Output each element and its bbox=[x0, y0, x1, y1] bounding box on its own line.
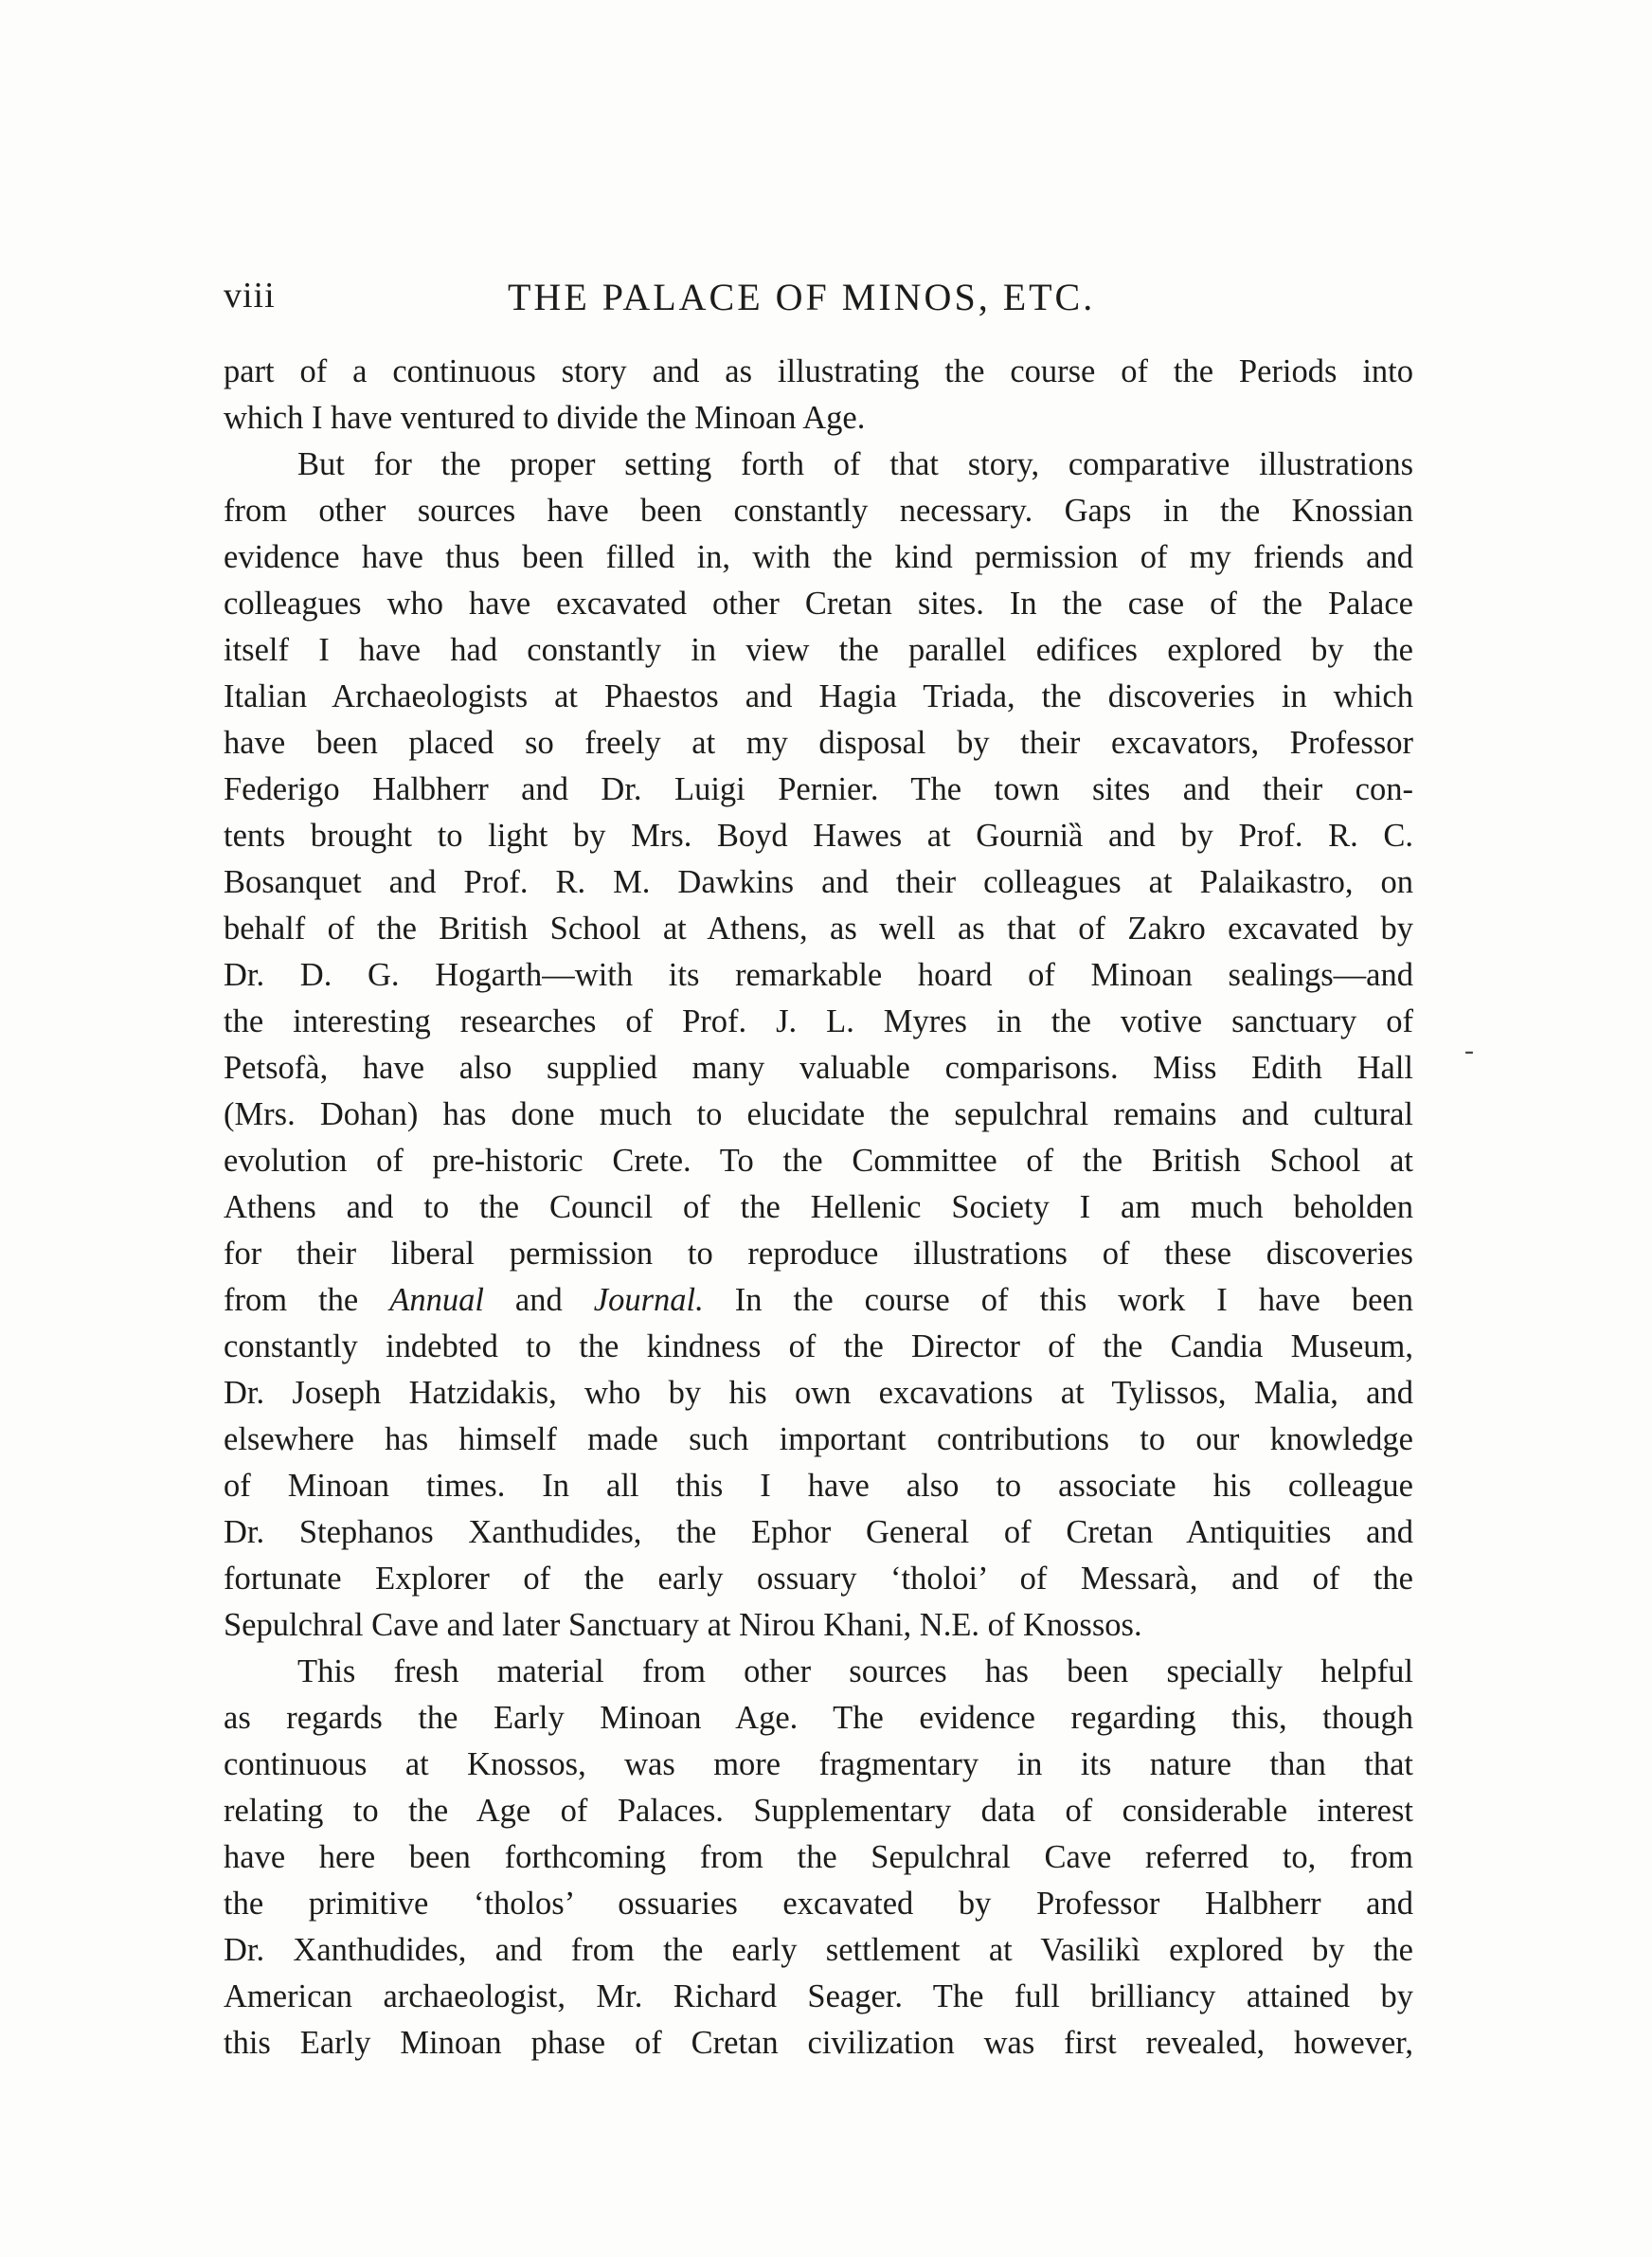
paragraph-1 bbox=[224, 349, 1413, 442]
text-line: Federigo Halbherr and Dr. Luigi Pernier. The town sites and their con- bbox=[224, 771, 1413, 807]
italic-title-journal: Journal. bbox=[593, 1282, 704, 1318]
paragraph-3 bbox=[224, 1649, 1413, 2067]
text-line: fortunate Explorer of the early ossuary ‘tholoi’ of Messarà, and of the bbox=[224, 1561, 1413, 1597]
text-span: from the bbox=[224, 1282, 390, 1318]
text-line: Dr. D. G. Hogarth—with its remarkable hoard of Minoan sealings—and bbox=[224, 957, 1413, 993]
text-line: from other sources have been constantly necessary. Gaps in the Knossian bbox=[224, 493, 1413, 529]
text-line: (Mrs. Dohan) has done much to elucidate the sepulchral remains and cultural bbox=[224, 1096, 1413, 1132]
text-line: have here been forthcoming from the Sepulchral Cave referred to, from bbox=[224, 1839, 1413, 1875]
italic-title-annual: Annual bbox=[389, 1282, 484, 1318]
text-line: colleagues who have excavated other Cretan sites. In the case of the Palace bbox=[224, 586, 1413, 622]
text-line: have been placed so freely at my disposal by their excavators, Professor bbox=[224, 725, 1413, 761]
text-line: Dr. Joseph Hatzidakis, who by his own excavations at Tylissos, Malia, and bbox=[224, 1375, 1413, 1411]
text-line: continuous at Knossos, was more fragmentary in its nature than that bbox=[224, 1746, 1413, 1782]
text-line: Athens and to the Council of the Hellenic Society I am much beholden bbox=[224, 1189, 1413, 1225]
text-span: and bbox=[483, 1282, 594, 1318]
text-line-with-italics bbox=[224, 1277, 1413, 1324]
text-line: Sepulchral Cave and later Sanctuary at Nirou Khani, N.E. of Knossos. bbox=[224, 1607, 1142, 1643]
text-line: as regards the Early Minoan Age. The evidence regarding this, though bbox=[224, 1700, 1413, 1736]
text-line: Dr. Xanthudides, and from the early settlement at Vasilikì explored by the bbox=[224, 1932, 1413, 1968]
text-line: which I have ventured to divide the Minoan Age. bbox=[224, 400, 866, 436]
text-line: constantly indebted to the kindness of the Director of the Candia Museum, bbox=[224, 1328, 1413, 1364]
text-line: this Early Minoan phase of Cretan civilization was first revealed, however, bbox=[224, 2025, 1413, 2061]
text-line: of Minoan times. In all this I have also to associate his colleague bbox=[224, 1468, 1413, 1504]
text-line: the primitive ‘tholos’ ossuaries excavated by Professor Halbherr and bbox=[224, 1886, 1413, 1922]
text-line: elsewhere has himself made such important contributions to our knowledge bbox=[224, 1421, 1413, 1457]
body-text bbox=[224, 349, 1413, 2067]
text-line: Bosanquet and Prof. R. M. Dawkins and their colleagues at Palaikastro, on bbox=[224, 864, 1413, 900]
text-line: But for the proper setting forth of that story, comparative illustrations bbox=[297, 446, 1413, 482]
page-number: viii bbox=[224, 276, 276, 316]
text-span: In the course of this work I have been bbox=[703, 1282, 1413, 1318]
text-line: part of a continuous story and as illustrating the course of the Periods into bbox=[224, 353, 1413, 389]
text-line: Petsofà, have also supplied many valuable comparisons. Miss Edith Hall bbox=[224, 1050, 1413, 1086]
text-line: behalf of the British School at Athens, as well as that of Zakro excavated by bbox=[224, 911, 1413, 947]
text-line: relating to the Age of Palaces. Supplementary data of considerable interest bbox=[224, 1793, 1413, 1829]
text-line: for their liberal permission to reproduce illustrations of these discoveries bbox=[224, 1236, 1413, 1272]
text-line: Italian Archaeologists at Phaestos and Hagia Triada, the discoveries in which bbox=[224, 678, 1413, 714]
text-line: Dr. Stephanos Xanthudides, the Ephor General of Cretan Antiquities and bbox=[224, 1514, 1413, 1550]
running-head bbox=[224, 275, 1417, 326]
text-line: evidence have thus been filled in, with the kind permission of my friends and bbox=[224, 539, 1413, 575]
text-line: itself I have had constantly in view the parallel edifices explored by the bbox=[224, 632, 1413, 668]
margin-mark: - bbox=[1464, 1035, 1474, 1066]
text-line: the interesting researches of Prof. J. L. Myres in the votive sanctuary of bbox=[224, 1003, 1413, 1039]
text-line: American archaeologist, Mr. Richard Seager. The full brilliancy attained by bbox=[224, 1978, 1413, 2014]
text-line: evolution of pre-historic Crete. To the Committee of the British School at bbox=[224, 1143, 1413, 1179]
text-line: tents brought to light by Mrs. Boyd Hawes at Gourniȁ and by Prof. R. C. bbox=[224, 818, 1413, 854]
text-line: This fresh material from other sources has been specially helpful bbox=[297, 1653, 1413, 1689]
running-title: THE PALACE OF MINOS, ETC. bbox=[508, 276, 1096, 318]
paragraph-2 bbox=[224, 442, 1413, 1649]
